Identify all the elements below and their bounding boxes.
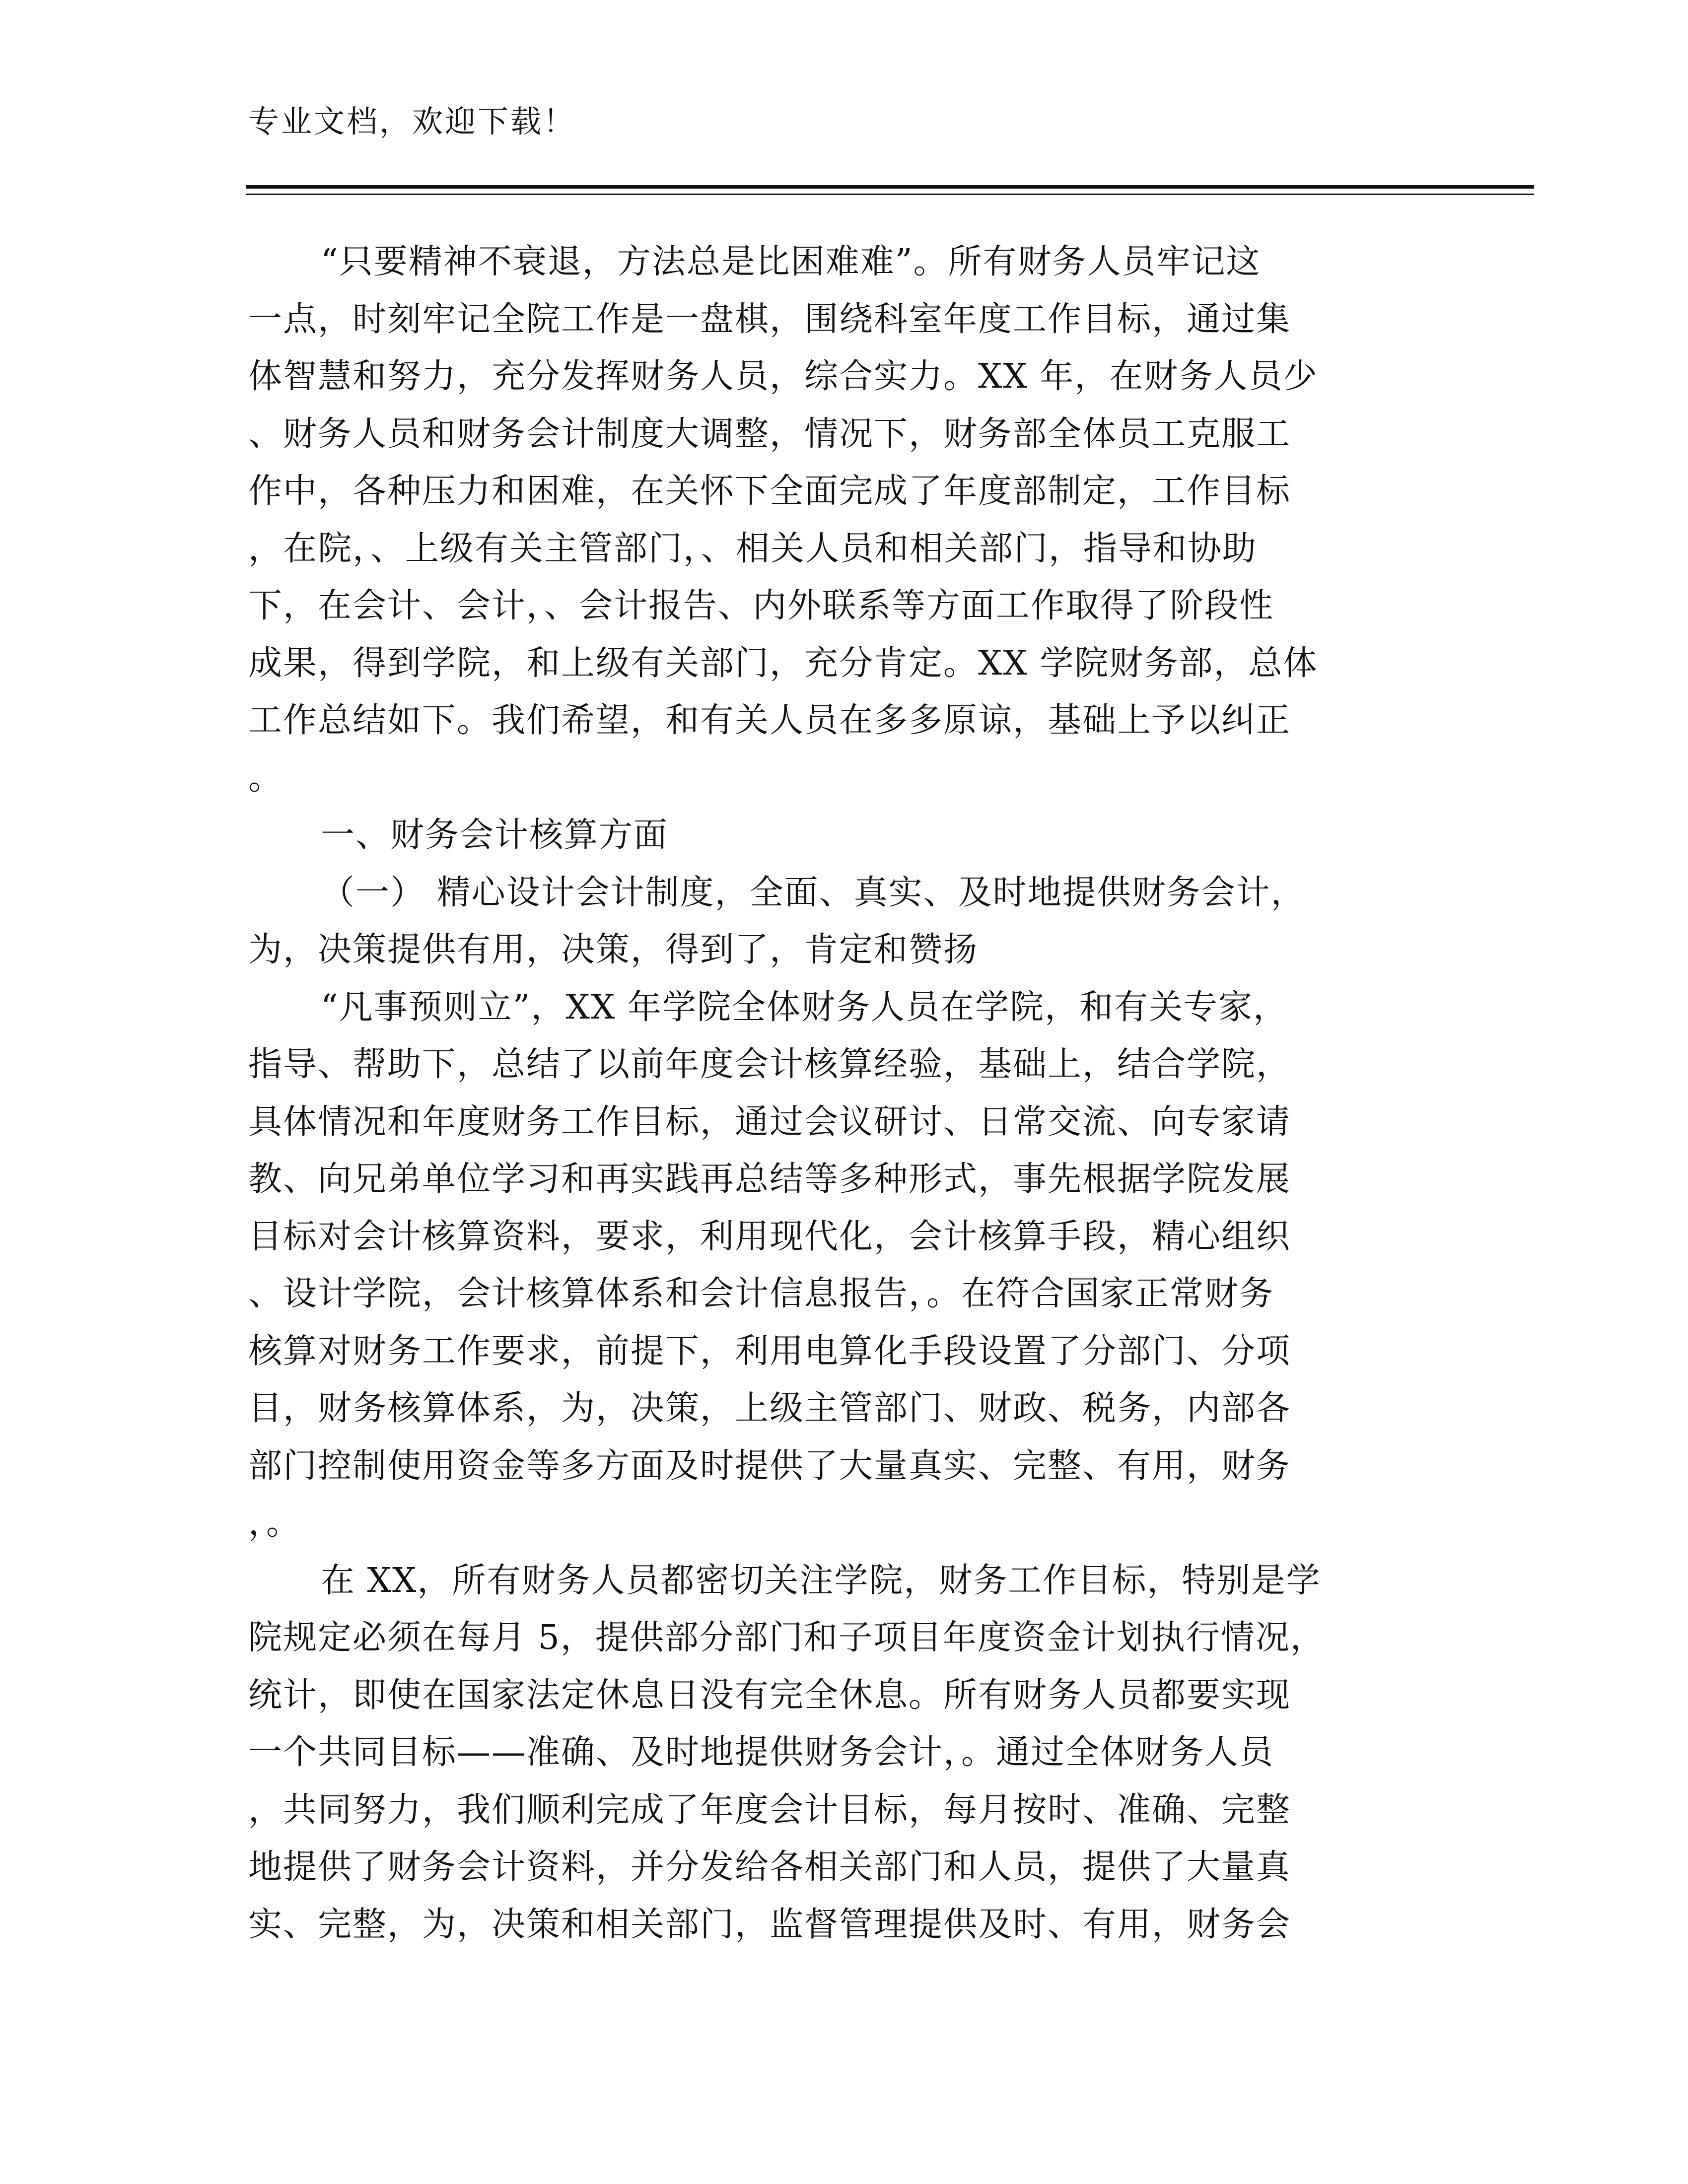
text-line: 为，决策提供有用，决策，得到了，肯定和赞扬 xyxy=(248,930,979,969)
text-line: 目标对会计核算资料，要求，利用现代化，会计核算手段，精心组织 xyxy=(248,1217,1291,1256)
text-line: （一） 精心设计会计制度，全面、真实、及时地提供财务会计， xyxy=(321,873,1306,912)
text-line: 成果，得到学院，和上级有关部门，充分肯定。XX 学院财务部，总体 xyxy=(248,643,1318,683)
header-rule-thick xyxy=(246,185,1534,189)
text-line: 在 XX，所有财务人员都密切关注学院，财务工作目标，特别是学 xyxy=(321,1561,1321,1600)
text-line: 一个共同目标——准确、及时地提供财务会计，。通过全体财务人员 xyxy=(248,1733,1274,1772)
text-line: 。 xyxy=(248,758,283,798)
text-line: 、财务人员和财务会计制度大调整，情况下，财务部全体员工克服工 xyxy=(248,414,1291,454)
text-line: 核算对财务工作要求，前提下，利用电算化手段设置了分部门、分项 xyxy=(248,1331,1291,1371)
text-line: 工作总结如下。我们希望，和有关人员在多多原谅，基础上予以纠正 xyxy=(248,701,1291,740)
text-line: “只要精神不衰退，方法总是比困难难”。所有财务人员牢记这 xyxy=(321,242,1261,281)
text-line: 教、向兄弟单位学习和再实践再总结等多种形式，事先根据学院发展 xyxy=(248,1160,1291,1199)
text-line: ，在院，、上级有关主管部门，、相关人员和相关部门，指导和协助 xyxy=(248,529,1258,568)
text-line: 体智慧和努力，充分发挥财务人员，综合实力。XX 年，在财务人员少 xyxy=(248,357,1318,396)
text-line: 实、完整，为，决策和相关部门，监督管理提供及时、有用，财务会 xyxy=(248,1905,1291,1944)
page-header-text: 专业文档，欢迎下载！ xyxy=(248,103,576,139)
text-line: 、设计学院，会计核算体系和会计信息报告，。在符合国家正常财务 xyxy=(248,1274,1274,1313)
text-line: 指导、帮助下，总结了以前年度会计核算经验，基础上，结合学院， xyxy=(248,1045,1291,1084)
text-line: 院规定必须在每月 5，提供部分部门和子项目年度资金计划执行情况， xyxy=(248,1618,1325,1657)
text-line: ，共同努力，我们顺利完成了年度会计目标，每月按时、准确、完整 xyxy=(248,1790,1291,1830)
text-line: “凡事预则立”，XX 年学院全体财务人员在学院，和有关专家， xyxy=(321,987,1288,1027)
text-line: 具体情况和年度财务工作目标，通过会议研讨、日常交流、向专家请 xyxy=(248,1102,1291,1142)
text-line: 一点，时刻牢记全院工作是一盘棋，围绕科室年度工作目标，通过集 xyxy=(248,299,1291,339)
text-line: 部门控制使用资金等多方面及时提供了大量真实、完整、有用，财务 xyxy=(248,1446,1291,1486)
header-rule-thin xyxy=(246,194,1534,195)
text-line: 地提供了财务会计资料，并分发给各相关部门和人员，提供了大量真 xyxy=(248,1847,1291,1887)
text-line: 统计，即使在国家法定休息日没有完全休息。所有财务人员都要实现 xyxy=(248,1675,1291,1715)
text-line: 一、财务会计核算方面 xyxy=(321,816,669,855)
text-line: 目，财务核算体系，为，决策，上级主管部门、财政、税务，内部各 xyxy=(248,1389,1291,1428)
text-line: ，。 xyxy=(248,1503,301,1543)
text-line: 作中，各种压力和困难，在关怀下全面完成了年度部制定，工作目标 xyxy=(248,472,1291,511)
document-body xyxy=(248,233,1405,1953)
text-line: 下，在会计、会计，、会计报告、内外联系等方面工作取得了阶段性 xyxy=(248,586,1274,625)
